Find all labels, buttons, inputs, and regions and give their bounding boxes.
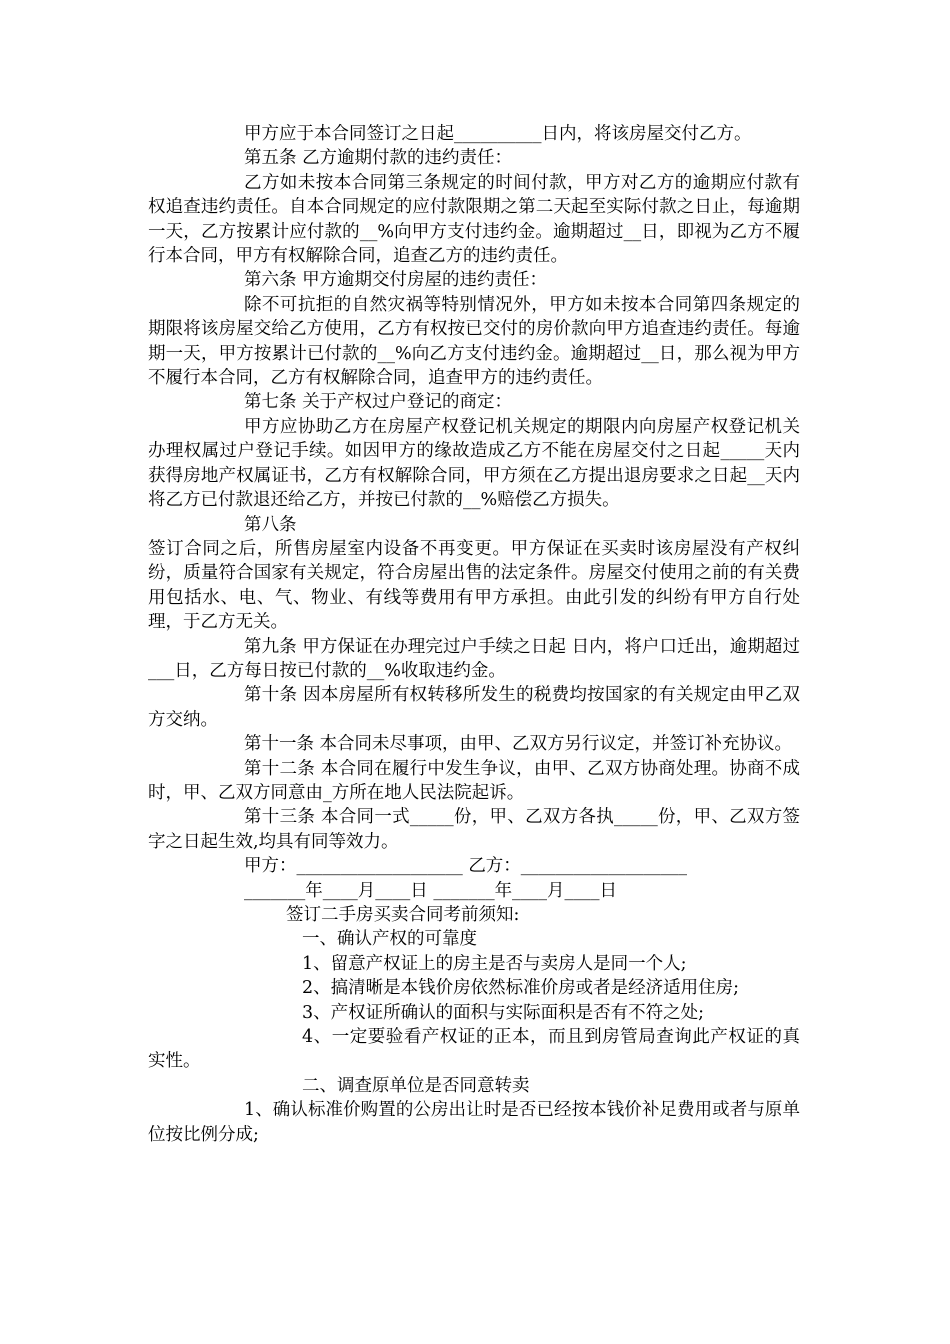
article-8-heading: 第八条 (244, 514, 297, 535)
article-13: 第十三条 本合同一式_____份，甲、乙双方各执_____份，甲、乙双方签字之日起生效,均具有同等效力。 (148, 807, 800, 852)
article-9: 第九条 甲方保证在办理完过户手续之日起 日内，将户口迁出，逾期超过___日，乙方每日按已付款的__%收取违约金。 (148, 636, 800, 681)
notice-item-1-1: 1、留意产权证上的房主是否与卖房人是同一个人; (302, 953, 687, 974)
article-6-heading: 第六条 甲方逾期交付房屋的违约责任： (244, 270, 548, 291)
contract-page (148, 122, 800, 1147)
signature-line: 甲方：___________________ 乙方：___________________ (244, 856, 688, 877)
article-5-heading: 第五条 乙方逾期付款的违约责任： (244, 148, 513, 169)
article-7-heading: 第七条 关于产权过户登记的商定： (244, 392, 513, 413)
article-7-body: 甲方应协助乙方在房屋产权登记机关规定的期限内向房屋产权登记机关办理权属过户登记手续。如因甲方的缘故造成乙方不能在房屋交付之日起_____天内获得房地产权属证书，乙方有权解除合同，甲方须在乙方提出退房要求之日起__天内将乙方已付款退还给乙方，并按已付款的__%赔偿乙方损失。 (148, 416, 800, 511)
notice-item-1-4: 4、一定要验看产权证的正本，而且到房管局查询此产权证的真实性。 (148, 1027, 800, 1072)
article-10: 第十条 因本房屋所有权转移所发生的税费均按国家的有关规定由甲乙双方交纳。 (148, 685, 800, 730)
article-8-body: 签订合同之后，所售房屋室内设备不再变更。甲方保证在买卖时该房屋没有产权纠纷，质量符合国家有关规定，符合房屋出售的法定条件。房屋交付使用之前的有关费用包括水、电、气、物业、有线等费用有甲方承担。由此引发的纠纷有甲方自行处理，于乙方无关。 (148, 538, 800, 633)
article-5-body: 乙方如未按本合同第三条规定的时间付款，甲方对乙方的逾期应付款有权追查违约责任。自本合同规定的应付款限期之第二天起至实际付款之日止，每逾期一天，乙方按累计应付款的__%向甲方支付违约金。逾期超过__日，即视为乙方不履行本合同，甲方有权解除合同，追查乙方的违约责任。 (148, 172, 800, 267)
notice-section-1-heading: 一、确认产权的可靠度 (302, 929, 477, 950)
article-6-body: 除不可抗拒的自然灾祸等特别情况外，甲方如未按本合同第四条规定的期限将该房屋交给乙方使用，乙方有权按已交付的房价款向甲方追查违约责任。每逾期一天，甲方按累计已付款的__%向乙方支付违约金。逾期超过__日，那么视为甲方不履行本合同，乙方有权解除合同，追查甲方的违约责任。 (148, 294, 800, 389)
signature-date-line: _______年____月____日 _______年____月____日 (244, 880, 618, 901)
notice-item-1-2: 2、搞清晰是本钱价房依然标准价房或者是经济适用住房; (302, 978, 740, 999)
notice-item-1-3: 3、产权证所确认的面积与实际面积是否有不符之处; (302, 1002, 705, 1023)
article-11: 第十一条 本合同未尽事项，由甲、乙双方另行议定，并签订补充协议。 (244, 734, 793, 755)
notice-section-2-heading: 二、调查原单位是否同意转卖 (302, 1075, 530, 1096)
article-12: 第十二条 本合同在履行中发生争议，由甲、乙双方协商处理。协商不成时，甲、乙双方同意由_方所在地人民法院起诉。 (148, 758, 800, 803)
notice-title: 签订二手房买卖合同考前须知: (286, 905, 520, 925)
paragraph-delivery-deadline: 甲方应于本合同签订之日起__________日内，将该房屋交付乙方。 (244, 124, 752, 144)
notice-item-2-1: 1、确认标准价购置的公房出让时是否已经按本钱价补足费用或者与原单位按比例分成; (148, 1100, 800, 1145)
